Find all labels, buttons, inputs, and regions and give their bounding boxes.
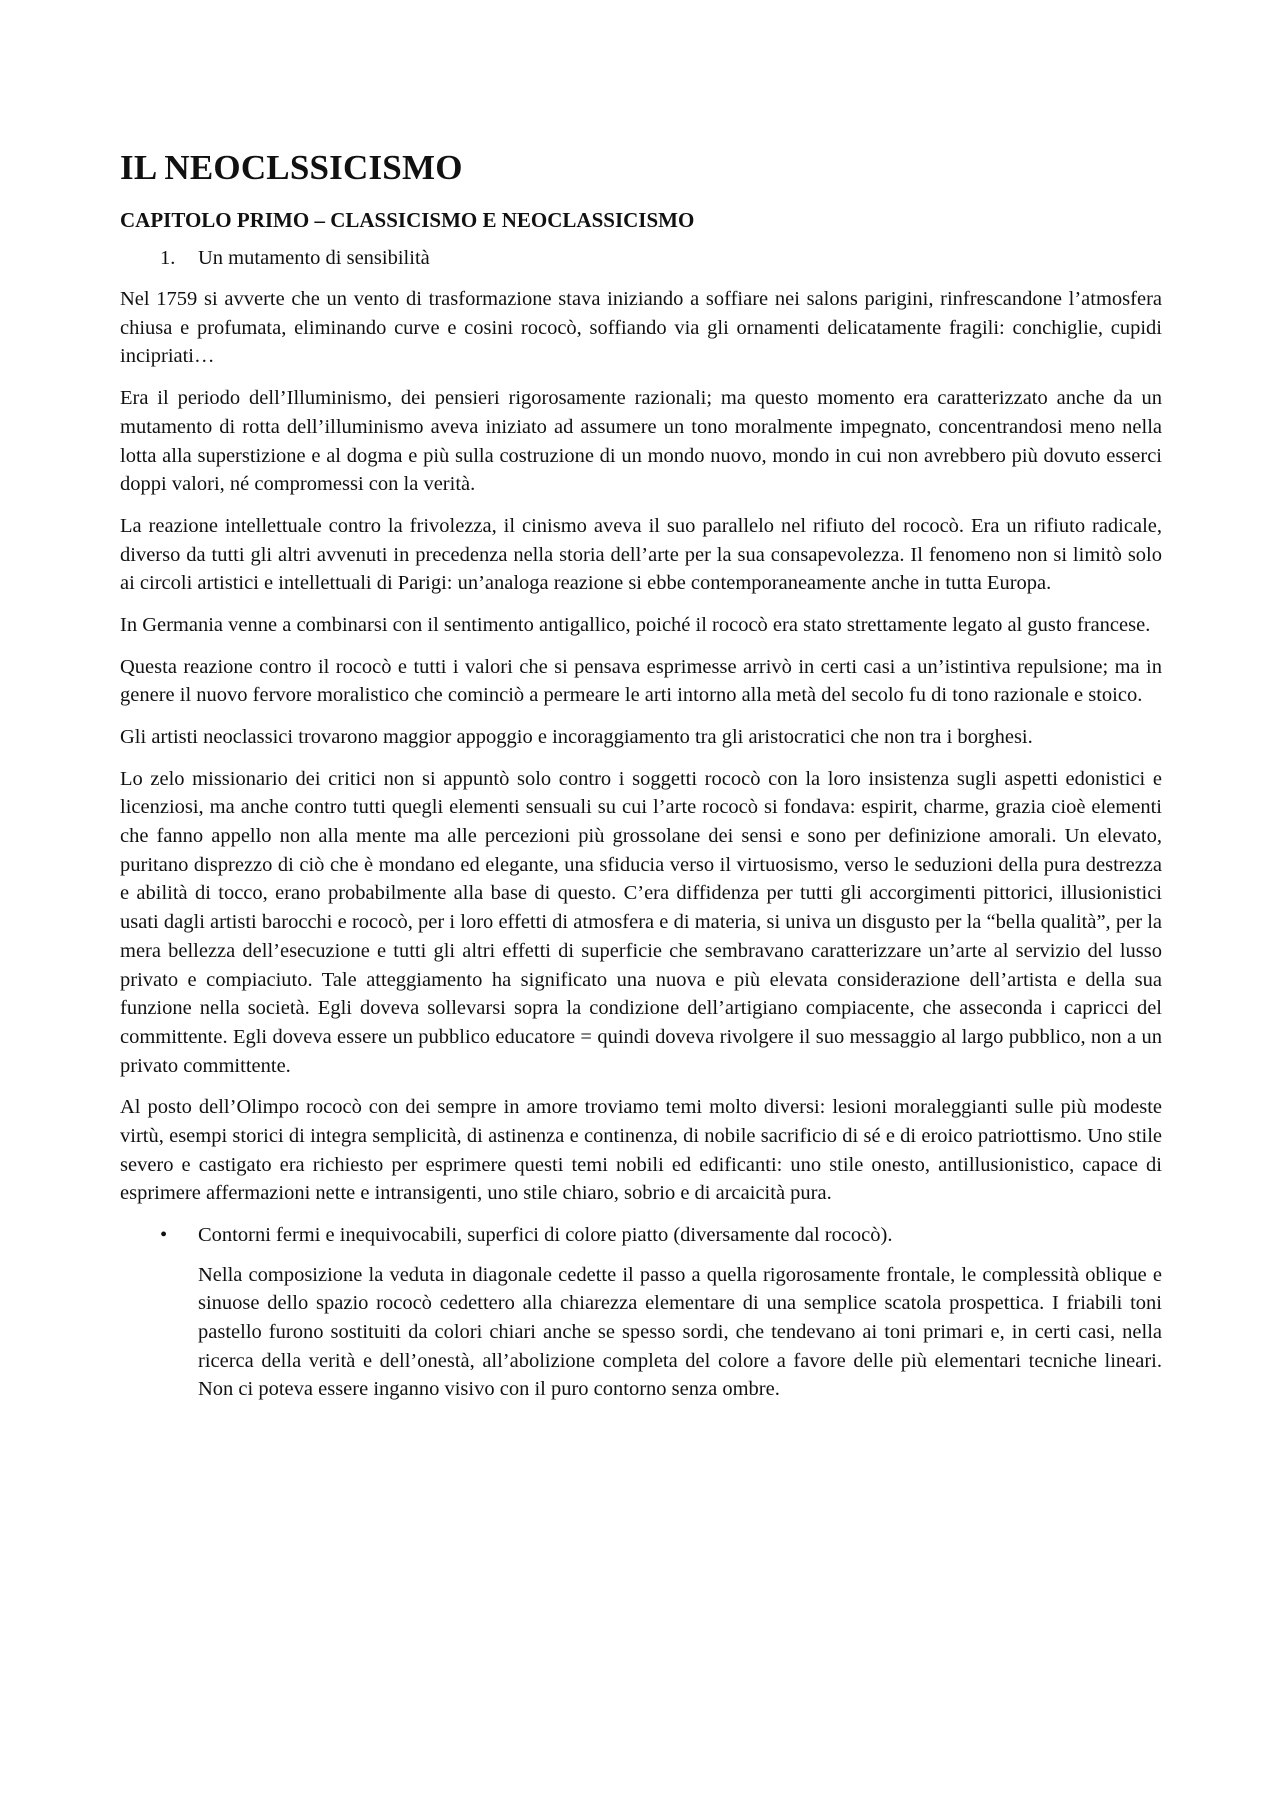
- chapter-heading: CAPITOLO PRIMO – CLASSICISMO E NEOCLASSICISMO: [120, 208, 695, 233]
- paragraph-2: Era il periodo dell’Illuminismo, dei pensieri rigorosamente razionali; ma questo momento era caratterizzato anche da un mutamento di rotta dell’illuminismo aveva iniziato ad assumere un tono moralmente impegnato, concentrandosi meno nella lotta alla superstizione e al dogma e più sulla costruzione di un mondo nuovo, mondo in cui non avrebbero più dovuto esserci doppi valori, né compromessi con la verità.: [120, 387, 1162, 496]
- bullet-item: [120, 1221, 1162, 1250]
- paragraph-4: In Germania venne a combinarsi con il sentimento antigallico, poiché il rococò era stato strettamente legato al gusto francese.: [120, 613, 1151, 636]
- paragraph-3: La reazione intellettuale contro la frivolezza, il cinismo aveva il suo parallelo nel rifiuto del rococò. Era un rifiuto radicale, diverso da tutti gli altri avvenuti in precedenza nella storia dell’arte per la sua consapevolezza. Il fenomeno non si limitò solo ai circoli artistici e intellettuali di Parigi: un’analoga reazione si ebbe contemporaneamente anche in tutta Europa.: [120, 514, 1162, 595]
- section-title: Un mutamento di sensibilità: [198, 247, 430, 270]
- section-heading: [120, 245, 1162, 273]
- document-title: IL NEOCLSSICISMO: [120, 148, 463, 187]
- paragraph-8: Al posto dell’Olimpo rococò con dei sempre in amore troviamo temi molto diversi: lesioni moraleggianti sulle più modeste virtù, esempi storici di integra semplicità, di astinenza e continenza, di nobile sacrificio di sé e di eroico patriottismo. Uno stile severo e castigato era richiesto per esprimere questi temi nobili ed edificanti: uno stile onesto, antillusionistico, capace di esprimere affermazioni nette e intransigenti, uno stile chiaro, sobrio e di arcaicità pura.: [120, 1096, 1162, 1205]
- section-number: 1.: [160, 247, 176, 270]
- paragraph-6: Gli artisti neoclassici trovarono maggior appoggio e incoraggiamento tra gli aristocratici che non tra i borghesi.: [120, 726, 1033, 749]
- document-page: [120, 148, 1162, 1404]
- bullet-text: Contorni fermi e inequivocabili, superfici di colore piatto (diversamente dal rococò).: [198, 1224, 893, 1247]
- bullet-dot-icon: •: [160, 1224, 168, 1247]
- paragraph-5: Questa reazione contro il rococò e tutti i valori che si pensava esprimesse arrivò in certi casi a un’istintiva repulsione; ma in genere il nuovo fervore moralistico che cominciò a permeare le arti intorno alla metà del secolo fu di tono razionale e stoico.: [120, 655, 1162, 707]
- paragraph-7: Lo zelo missionario dei critici non si appuntò solo contro i soggetti rococò con la loro insistenza sugli aspetti edonistici e licenziosi, ma anche contro tutti quegli elementi sensuali su cui l’arte rococò si fondava: espirit, charme, grazia cioè elementi che fanno appello non alla mente ma alle percezioni più grossolane dei sensi e sono per definizione amorali. Un elevato, puritano disprezzo di ciò che è mondano ed elegante, una sfiducia verso il virtuosismo, verso le seduzioni della pura destrezza e abilità di tocco, erano probabilmente alla base di questo. C’era diffidenza per tutti gli accorgimenti pittorici, illusionistici usati dagli artisti barocchi e rococò, per i loro effetti di atmosfera e di materia, si univa un disgusto per la “bella qualità”, per la mera bellezza dell’esecuzione e tutti gli altri effetti di superficie che sembravano caratterizzare un’arte al servizio del lusso privato e compiaciuto. Tale atteggiamento ha significato una nuova e più elevata considerazione dell’artista e della sua funzione nella società. Egli doveva sollevarsi sopra la condizione dell’artigiano compiacente, che asseconda i capricci del committente. Egli doveva essere un pubblico educatore = quindi doveva rivolgere il suo messaggio al largo pubblico, non a un privato committente.: [120, 767, 1162, 1077]
- paragraph-1: Nel 1759 si avverte che un vento di trasformazione stava iniziando a soffiare nei salons parigini, rinfrescandone l’atmosfera chiusa e profumata, eliminando curve e cosini rococò, soffiando via gli ornamenti delicatamente fragili: conchiglie, cupidi incipriati…: [120, 288, 1162, 368]
- indented-paragraph: Nella composizione la veduta in diagonale cedette il passo a quella rigorosamente frontale, le complessità oblique e sinuose dello spazio rococò cedettero alla chiarezza elementare di una semplice scatola prospettica. I friabili toni pastello furono sostituiti da colori chiari anche se spesso sordi, che tendevano ai toni primari e, in certi casi, nella ricerca della verità e dell’onestà, all’abolizione completa del colore a favore delle più elementari tecniche lineari. Non ci poteva essere inganno visivo con il puro contorno senza ombre.: [198, 1263, 1162, 1401]
